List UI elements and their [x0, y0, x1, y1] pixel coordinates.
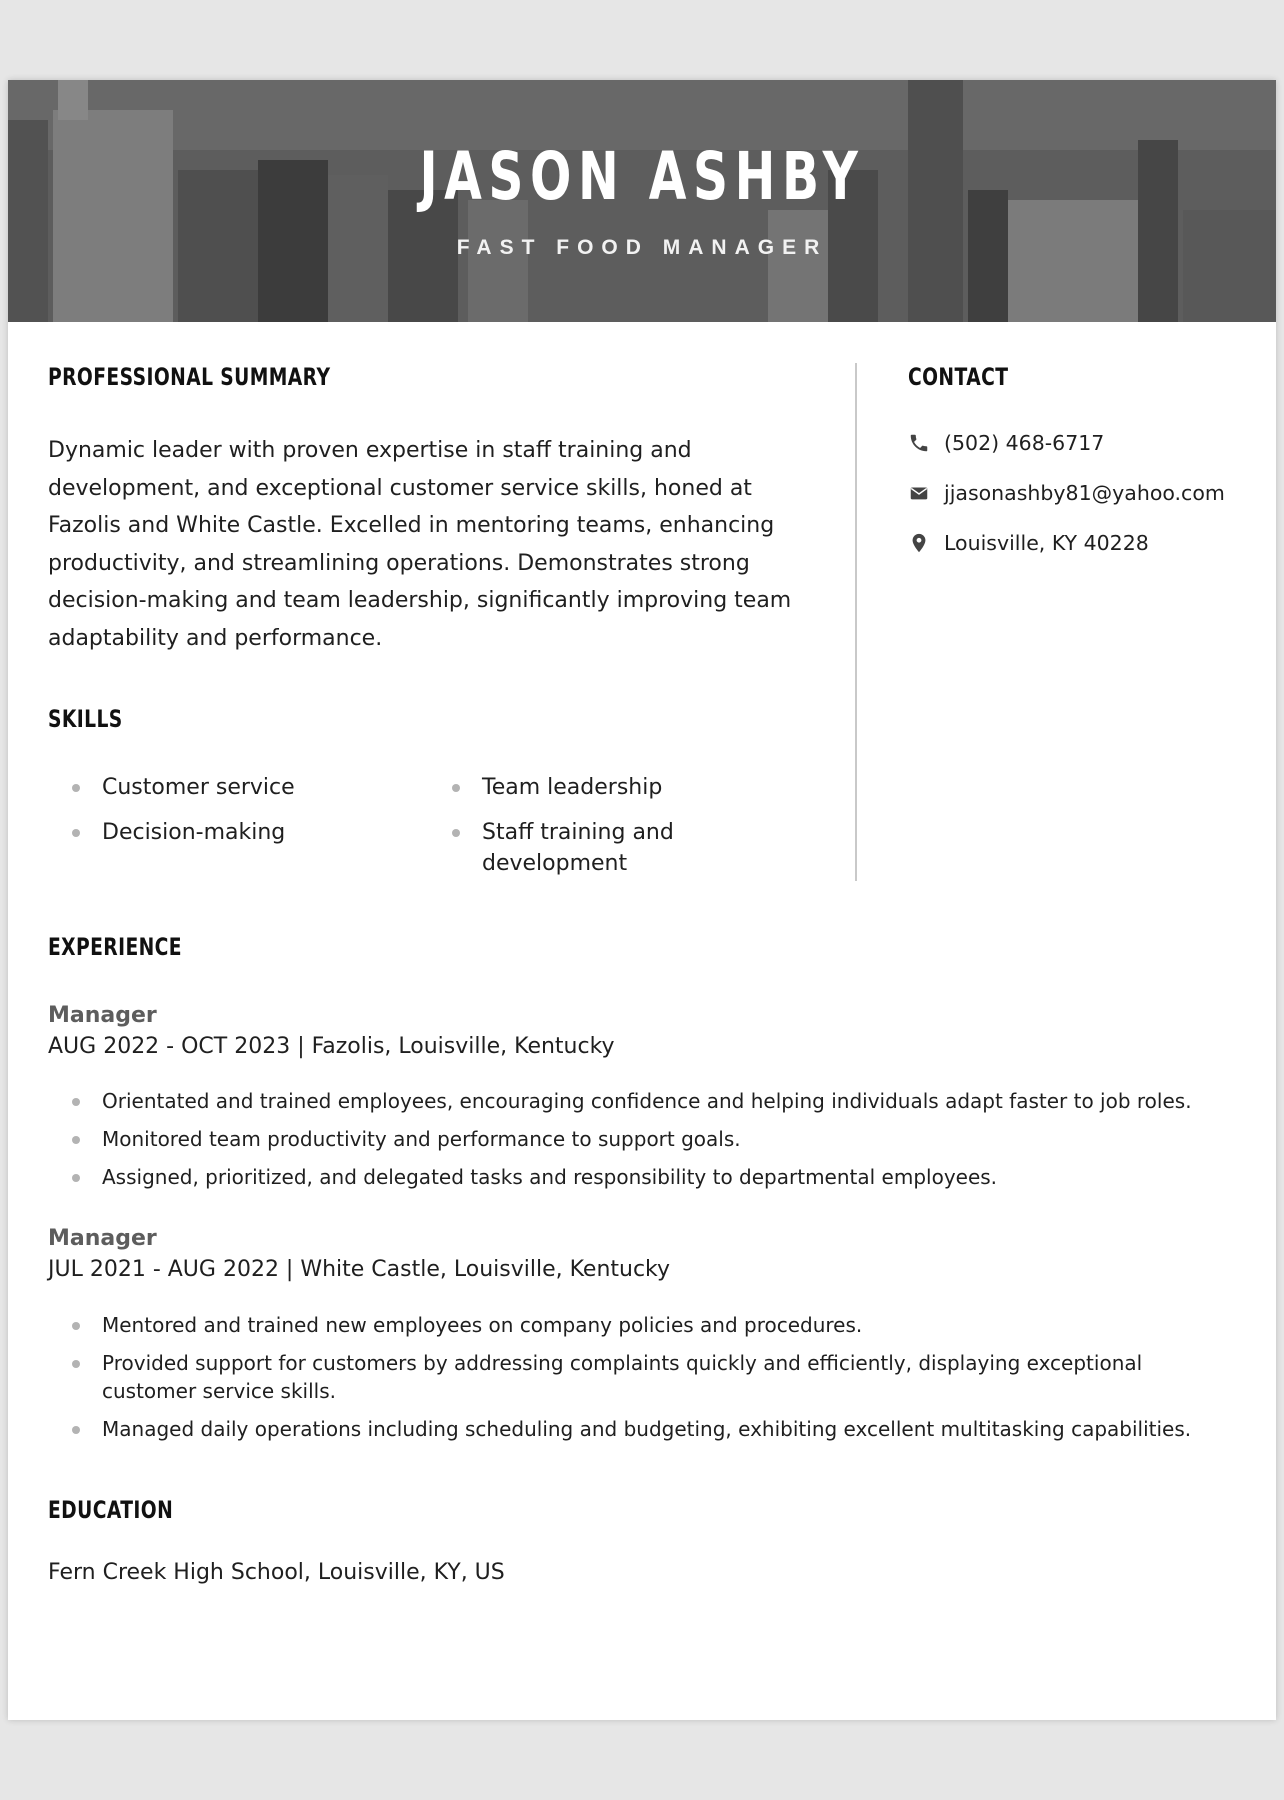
job-bullets: [48, 1087, 1228, 1201]
education-text: Fern Creek High School, Louisville, KY, US: [48, 1560, 505, 1585]
phone-icon: [908, 432, 930, 454]
bullet-icon: [72, 784, 80, 792]
skill-item: Staff training and development: [428, 817, 702, 879]
job-bullet: Orientated and trained employees, encouraging confidence and helping individuals adapt faster to job roles.: [48, 1087, 1228, 1115]
bullet-icon: [452, 829, 460, 837]
bullet-icon: [452, 784, 460, 792]
location-text: Louisville, KY 40228: [944, 531, 1149, 555]
job-meta: AUG 2022 - OCT 2023 | Fazolis, Louisville, Kentucky: [48, 1034, 615, 1059]
summary-heading: PROFESSIONAL SUMMARY: [48, 363, 331, 391]
column-divider: [855, 363, 857, 881]
job-bullet: Assigned, prioritized, and delegated tasks and responsibility to departmental employees.: [48, 1163, 1228, 1191]
email-text: jjasonashby81@yahoo.com: [944, 481, 1225, 505]
summary-text: Dynamic leader with proven expertise in staff training and development, and exceptional customer service skills, honed at Fazolis and White Castle. Excelled in mentoring teams, enhancing productivity, and streamlining operations. Demonstrates strong decision-making and team leadership, significantly improving team adaptability and performance.: [48, 438, 792, 651]
bullet-icon: [72, 1322, 80, 1330]
bullet-icon: [72, 1098, 80, 1106]
bullet-icon: [72, 1426, 80, 1434]
bullet-icon: [72, 1136, 80, 1144]
bullet-icon: [72, 829, 80, 837]
candidate-name: JASON ASHBY: [419, 138, 865, 215]
phone-text: (502) 468-6717: [944, 431, 1105, 455]
skills-heading: SKILLS: [48, 705, 123, 733]
experience-heading: EXPERIENCE: [48, 933, 182, 961]
education-heading: EDUCATION: [48, 1496, 174, 1524]
job-bullet: Mentored and trained new employees on company policies and procedures.: [48, 1311, 1228, 1339]
skill-item: Decision-making: [48, 817, 362, 848]
job-bullet: Managed daily operations including scheduling and budgeting, exhibiting excellent multitasking capabilities.: [48, 1415, 1228, 1443]
resume-page: [8, 80, 1276, 1720]
job-meta: JUL 2021 - AUG 2022 | White Castle, Louisville, Kentucky: [48, 1257, 671, 1282]
job-title: Manager: [48, 1003, 157, 1028]
bullet-icon: [72, 1174, 80, 1182]
contact-heading: CONTACT: [908, 363, 1009, 391]
job-title: Manager: [48, 1226, 157, 1251]
skill-item: Customer service: [48, 772, 362, 803]
envelope-icon: [908, 482, 930, 504]
bullet-icon: [72, 1360, 80, 1368]
job-bullets: [48, 1311, 1228, 1453]
header-banner: [8, 80, 1276, 322]
skill-item: Team leadership: [428, 772, 742, 803]
job-bullet: Provided support for customers by addressing complaints quickly and efficiently, displaying exceptional customer service skills.: [48, 1349, 1228, 1405]
job-bullet: Monitored team productivity and performance to support goals.: [48, 1125, 1228, 1153]
candidate-role: FAST FOOD MANAGER: [456, 236, 828, 259]
map-pin-icon: [908, 532, 930, 554]
